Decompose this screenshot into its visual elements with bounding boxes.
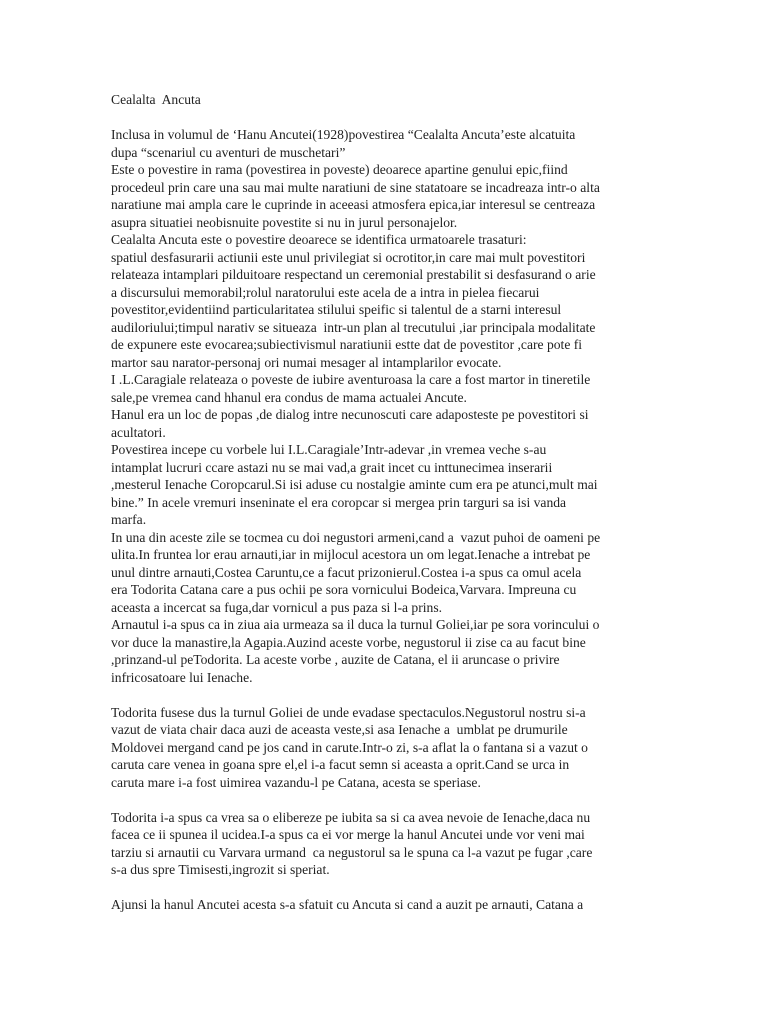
text-line: vazut de viata chair daca auzi de aceasta veste,si asa Ienache a umblat pe drumurile (111, 722, 568, 737)
text-line: acultatori. (111, 424, 166, 440)
document-body (111, 91, 653, 914)
text-line: tarziu si arnautii cu Varvara urmand ca negustorul sa le spuna ca l-a vazut pe fugar ,care (111, 844, 593, 860)
paragraph (111, 406, 653, 441)
paragraph (111, 441, 653, 529)
text-line: caruta care venea in goana spre el,el i-a facut semn si aceasta a oprit.Cand se urca in (111, 757, 570, 772)
text-line: Povestirea incepe cu vorbele lui I.L.Caragiale’Intr-adevar ,in vremea veche s-au (111, 442, 547, 457)
paragraph (111, 161, 653, 231)
text-line: ulita.In fruntea lor erau arnauti,iar in mijlocul acestora un om legat.Ienache a intrebat pe (111, 547, 591, 562)
text-line: Moldovei mergand cand pe jos cand in carute.Intr-o zi, s-a aflat la o fantana si a vazut o (111, 739, 588, 755)
paragraph (111, 126, 653, 161)
text-line: Cealalta Ancuta este o povestire deoarece se identifica urmatoarele trasaturi: (111, 232, 527, 247)
text-line: intamplat lucruri ccare astazi nu se mai vad,a grait incet cu inttunecimea inserarii (111, 459, 553, 475)
text-line: I .L.Caragiale relateaza o poveste de iubire aventuroasa la care a fost martor in tineretile (111, 372, 591, 387)
text-line: procedeul prin care una sau mai multe naratiuni de sine statatoare se incadreaza intr-o alta (111, 179, 600, 195)
text-line: Arnautul i-a spus ca in ziua aia urmeaza sa il duca la turnul Goliei,iar pe sora vorincului o (111, 617, 600, 632)
paragraph (111, 809, 653, 879)
text-line: In una din aceste zile se tocmea cu doi negustori armeni,cand a vazut puhoi de oameni pe (111, 529, 601, 545)
text-line: dupa “scenariul cu aventuri de muschetari” (111, 144, 346, 160)
paragraph (111, 896, 653, 914)
text-line: infricosatoare lui Ienache. (111, 669, 253, 685)
text-line: Este o povestire in rama (povestirea in poveste) deoarece apartine genului epic,fiind (111, 162, 568, 177)
text-line: de expunere este evocarea;subiectivismul naratiunii estte dat de povestitor ,care pote fi (111, 337, 583, 352)
paragraph (111, 529, 653, 617)
text-line: Inclusa in volumul de ‘Hanu Ancutei(1928)povestirea “Cealalta Ancuta’este alcatuita (111, 127, 576, 142)
text-line: spatiul desfasurarii actiunii este unul privilegiat si ocrotitor,in care mai mult povestitori (111, 249, 586, 265)
text-line: Todorita fusese dus la turnul Goliei de unde evadase spectaculos.Negustorul nostru si-a (111, 704, 586, 720)
text-line: era Todorita Catana care a pus ochii pe sora vornicului Bodeica,Varvara. Impreuna cu (111, 582, 577, 597)
paragraph (111, 231, 653, 371)
text-line: vor duce la manastire,la Agapia.Auzind aceste vorbe, negustorul ii zise ca au facut bine (111, 634, 586, 650)
text-line: naratiune mai ampla care le cuprinde in aceeasi atmosfera epica,iar interesul se centreaza (111, 197, 596, 212)
text-line: Hanul era un loc de popas ,de dialog intre necunoscuti care adaposteste pe povestitori si (111, 407, 589, 422)
text-line: martor sau narator-personaj ori numai mesager al intamplarilor evocate. (111, 354, 502, 370)
text-line: Ajunsi la hanul Ancutei acesta s-a sfatuit cu Ancuta si cand a auzit pe arnauti, Catana a (111, 897, 584, 912)
text-line: audiloriului;timpul narativ se situeaza intr-un plan al trecutului ,iar principala modalitate (111, 319, 596, 335)
text-line: unul dintre arnauti,Costea Caruntu,ce a facut prizonierul.Costea i-a spus ca omul acela (111, 564, 582, 580)
text-line: aceasta a incercat sa fuga,dar vornicul a pus paza si l-a prins. (111, 599, 443, 615)
document-title: Cealalta Ancuta (111, 92, 201, 107)
text-line: povestitor,evidentiind particularitatea stilului speific si talentul de a starni interesul (111, 302, 562, 317)
paragraph (111, 616, 653, 686)
text-line: ,prinzand-ul peTodorita. La aceste vorbe , auzite de Catana, el ii aruncase o privire (111, 652, 560, 667)
text-line: bine.” In acele vremuri inseninate el era coropcar si mergea prin targuri sa isi vanda (111, 494, 567, 510)
text-line: ,mesterul Ienache Coropcarul.Si isi aduse cu nostalgie aminte cum era pe atunci,mult mai (111, 477, 598, 492)
text-line: marfa. (111, 512, 147, 527)
text-line: asupra situatiei neobisnuite povestite si nu in jurul personajelor. (111, 214, 458, 230)
text-line: Todorita i-a spus ca vrea sa o elibereze pe iubita sa si ca avea nevoie de Ienache,daca nu (111, 809, 591, 825)
text-line: caruta mare i-a fost uimirea vazandu-l pe Catana, acesta se speriase. (111, 774, 481, 790)
text-line: s-a dus spre Timisesti,ingrozit si speriat. (111, 862, 330, 877)
text-line: sale,pe vremea cand hhanul era condus de mama actualei Ancute. (111, 389, 467, 405)
text-line: a discursului memorabil;rolul naratorului este acela de a intra in pielea fiecarui (111, 284, 540, 300)
paragraph (111, 704, 653, 792)
text-line: relateaza intamplari pilduitoare respectand un ceremonial prestabilit si desfasurand o arie (111, 267, 596, 282)
paragraph (111, 371, 653, 406)
text-line: facea ce ii spunea il ucidea.I-a spus ca ei vor merge la hanul Ancutei unde vor veni mai (111, 827, 585, 842)
